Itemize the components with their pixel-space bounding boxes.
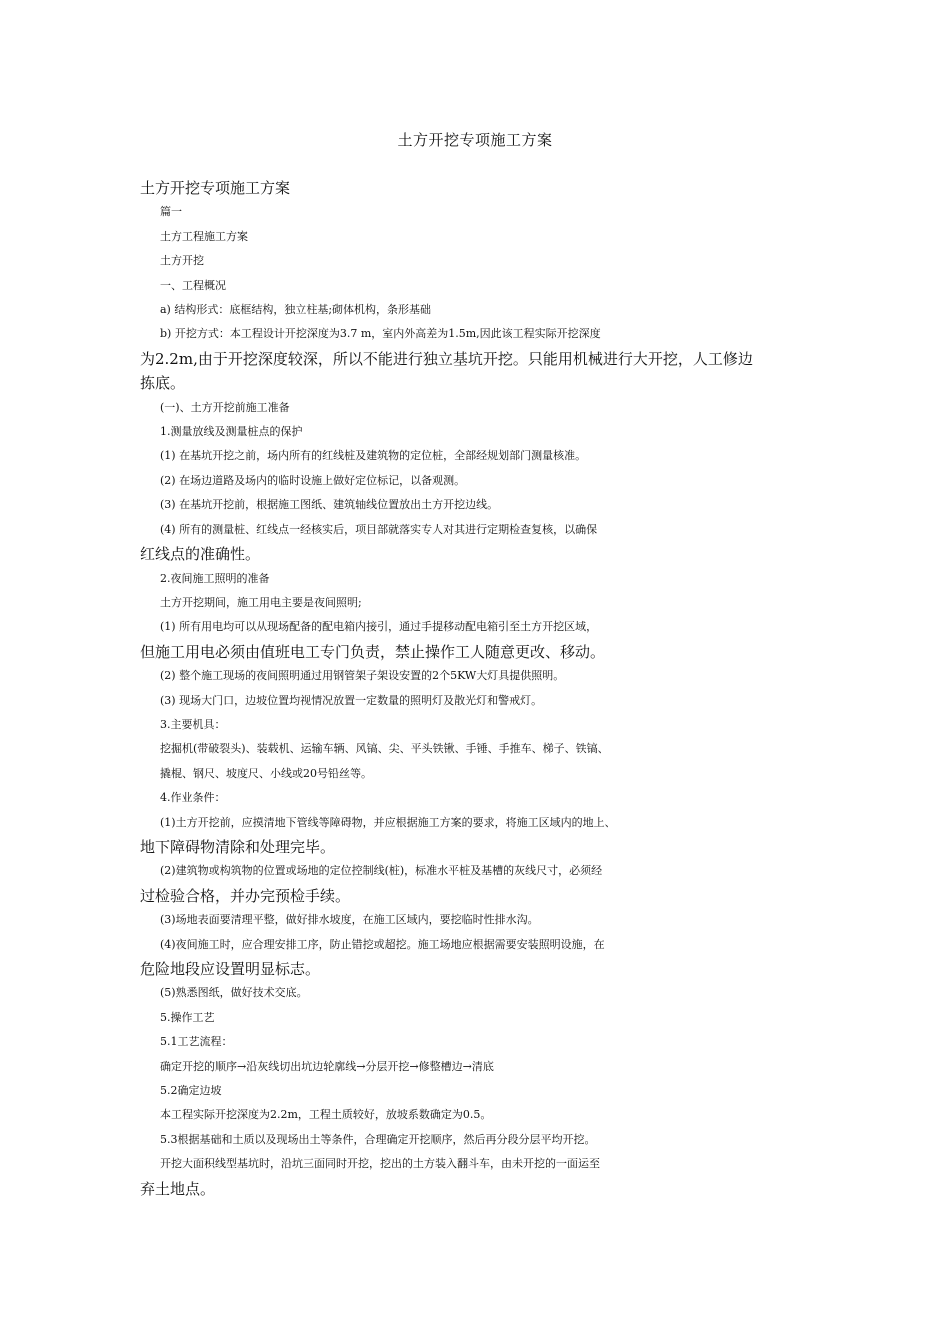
paragraph-line: (4)夜间施工时，应合理安排工序，防止错挖或超挖。施工场地应根据需要安装照明设施，在 [160, 937, 605, 951]
document-body [140, 176, 820, 1201]
paragraph-line: (4) 所有的测量桩、红线点一经核实后，项目部就落实专人对其进行定期检查复核，以确保 [160, 522, 598, 536]
paragraph-line: 为2.2m,由于开挖深度较深，所以不能进行独立基坑开挖。只能用机械进行大开挖，人工修边 [140, 349, 753, 368]
paragraph-line: 3.主要机具： [160, 717, 226, 731]
paragraph-line: 5.2确定边坡 [160, 1084, 222, 1098]
paragraph-line: 开挖大面积线型基坑时，沿坑三面同时开挖，挖出的土方装入翻斗车，由未开挖的一面运至 [160, 1157, 600, 1171]
paragraph-line: 土方开挖 [160, 254, 204, 268]
paragraph-line: (3) 在基坑开挖前，根据施工图纸、建筑轴线位置放出土方开挖边线。 [160, 498, 499, 512]
paragraph-line: (2) 整个施工现场的夜间照明通过用钢管架子架设安置的2个5KW大灯具提供照明。 [160, 669, 565, 683]
paragraph-line: 土方开挖期间，施工用电主要是夜间照明; [160, 595, 362, 609]
paragraph-line: 篇一 [160, 205, 182, 219]
paragraph-line: 2.夜间施工照明的准备 [160, 571, 270, 585]
paragraph-line: 本工程实际开挖深度为2.2m，工程土质较好，放坡系数确定为0.5。 [160, 1108, 492, 1122]
paragraph-line: (1)土方开挖前，应摸清地下管线等障碍物，并应根据施工方案的要求，将施工区域内的地上、 [160, 815, 616, 829]
paragraph-line: (一)、土方开挖前施工准备 [160, 400, 290, 414]
paragraph-line: 4.作业条件： [160, 791, 226, 805]
paragraph-line: 确定开挖的顺序→沿灰线切出坑边轮廓线→分层开挖→修整槽边→清底 [160, 1059, 494, 1073]
paragraph-line: a) 结构形式：底框结构，独立柱基;砌体机构，条形基础 [160, 303, 432, 317]
paragraph-line: 挖掘机(带破裂头)、装载机、运输车辆、风镐、尖、平头铁锹、手锤、手推车、梯子、铁镐、 [160, 742, 609, 756]
paragraph-line: 5.3根据基础和土质以及现场出土等条件，合理确定开挖顺序，然后再分段分层平均开挖。 [160, 1132, 596, 1146]
paragraph-line: (1) 所有用电均可以从现场配备的配电箱内接引，通过手提移动配电箱引至土方开挖区域， [160, 620, 598, 634]
paragraph-line: (5)熟悉图纸，做好技术交底。 [160, 986, 308, 1000]
paragraph-line: b) 开挖方式：本工程设计开挖深度为3.7 m，室内外高差为1.5m,因此该工程实际开挖深度 [160, 327, 601, 341]
paragraph-line: 土方工程施工方案 [160, 229, 248, 243]
paragraph-line: (3) 现场大门口，边坡位置均视情况放置一定数量的照明灯及散光灯和警戒灯。 [160, 693, 543, 707]
paragraph-line: (3)场地表面要清理平整，做好排水坡度，在施工区域内，要挖临时性排水沟。 [160, 913, 539, 927]
paragraph-line: (2) 在场边道路及场内的临时设施上做好定位标记，以备观测。 [160, 473, 466, 487]
paragraph-line: 土方开挖专项施工方案 [140, 179, 291, 197]
paragraph-line: 危险地段应设置明显标志。 [140, 960, 321, 978]
paragraph-line: 但施工用电必须由值班电工专门负责，禁止操作工人随意更改、移动。 [140, 642, 606, 661]
paragraph-line: 过检验合格，并办完预检手续。 [140, 886, 351, 905]
paragraph-line: 弃土地点。 [140, 1179, 216, 1198]
paragraph-line: 5.1工艺流程： [160, 1035, 233, 1049]
paragraph-line: 1.测量放线及测量桩点的保护 [160, 425, 303, 439]
paragraph-line: 撬棍、钢尺、坡度尺、小线或20号铅丝等。 [160, 766, 372, 780]
document-title: 土方开挖专项施工方案 [397, 131, 553, 149]
paragraph-line: 拣底。 [140, 374, 186, 393]
paragraph-line: 5.操作工艺 [160, 1010, 215, 1024]
paragraph-line: (1) 在基坑开挖之前，场内所有的红线桩及建筑物的定位桩，全部经规划部门测量核准。 [160, 449, 587, 463]
paragraph-line: 红线点的准确性。 [140, 545, 261, 564]
paragraph-line: 地下障碍物清除和处理完毕。 [140, 837, 336, 856]
paragraph-line: 一、工程概况 [160, 278, 226, 292]
paragraph-line: (2)建筑物或构筑物的位置或场地的定位控制线(桩)，标准水平桩及基槽的灰线尺寸，必须经 [160, 864, 603, 878]
